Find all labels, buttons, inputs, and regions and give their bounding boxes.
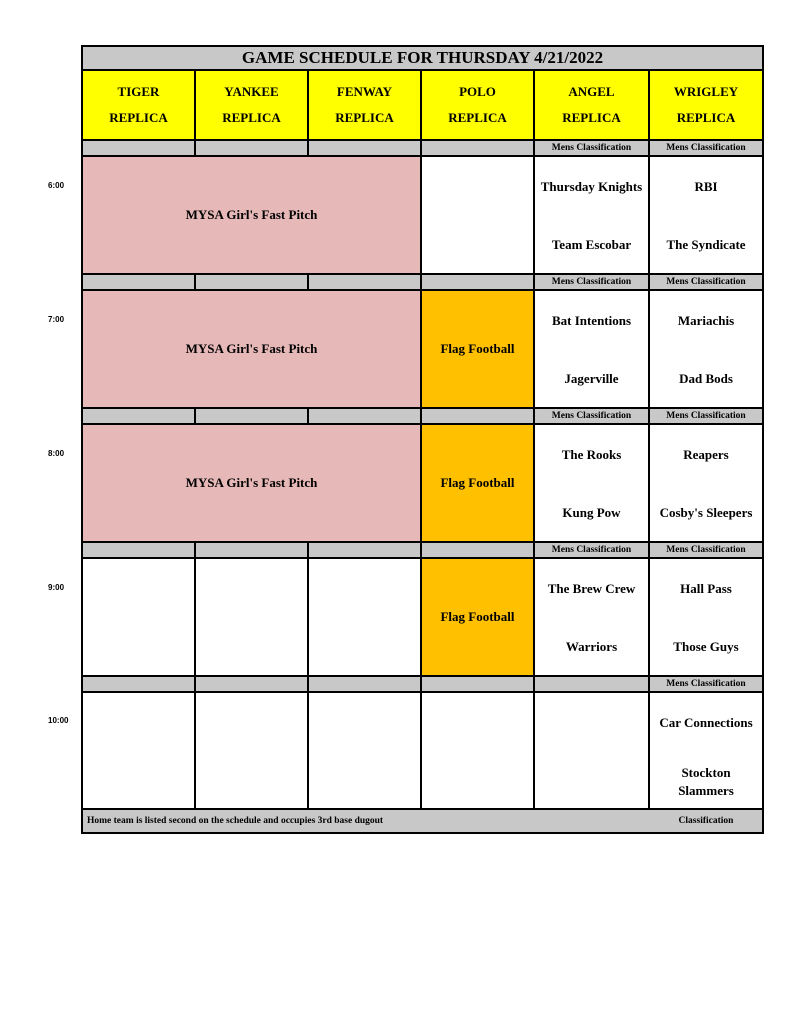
home-team: Stockton Slammers: [678, 765, 734, 798]
footer-bar: [83, 810, 762, 832]
classification-label: Mens Classification: [535, 141, 650, 157]
mysa-event-block: MYSA Girl's Fast Pitch: [83, 425, 422, 543]
separator-cell: [196, 141, 309, 157]
away-team: Reapers: [683, 447, 729, 462]
mysa-event-block: MYSA Girl's Fast Pitch: [83, 291, 422, 409]
field-sub: REPLICA: [676, 110, 736, 125]
separator-cell: [422, 677, 535, 693]
separator-cell: [422, 543, 535, 559]
flag-football-block: Flag Football: [422, 291, 535, 409]
separator-cell: [422, 409, 535, 425]
home-team: The Syndicate: [666, 237, 746, 252]
away-team: Bat Intentions: [551, 313, 632, 328]
field-name: TIGER: [117, 84, 160, 99]
field-header-yankee: [196, 71, 309, 141]
mysa-event-block: MYSA Girl's Fast Pitch: [83, 157, 422, 275]
classification-label: Mens Classification: [650, 543, 762, 559]
footer-note: Home team is listed second on the schedule and occupies 3rd base dugout: [87, 816, 384, 826]
empty-slot: [422, 157, 535, 275]
empty-slot: [83, 693, 196, 810]
classification-label: Mens Classification: [650, 275, 762, 291]
field-sub: REPLICA: [335, 110, 394, 125]
separator-cell: [535, 677, 650, 693]
classification-label: Mens Classification: [535, 409, 650, 425]
classification-label: Mens Classification: [650, 141, 762, 157]
separator-cell: [309, 409, 422, 425]
footer-classification: Classification: [678, 816, 734, 826]
empty-slot: [422, 693, 535, 810]
separator-cell: [83, 409, 196, 425]
time-label-6: 6:00: [48, 181, 65, 190]
away-team: Mariachis: [677, 313, 735, 328]
field-sub: REPLICA: [448, 110, 507, 125]
game-slot-angel-6: [535, 157, 650, 275]
separator-cell: [196, 543, 309, 559]
home-team: Cosby's Sleepers: [659, 505, 753, 520]
separator-cell: [196, 677, 309, 693]
away-team: Car Connections: [659, 715, 753, 730]
classification-label: Mens Classification: [535, 275, 650, 291]
field-header-angel: [535, 71, 650, 141]
field-sub: REPLICA: [222, 110, 281, 125]
separator-cell: [83, 543, 196, 559]
game-slot-wrigley-10: [650, 693, 762, 810]
away-team: Thursday Knights: [540, 179, 643, 194]
empty-slot: [83, 559, 196, 677]
home-team: Those Guys: [673, 639, 739, 654]
game-slot-wrigley-6: [650, 157, 762, 275]
field-sub: REPLICA: [562, 110, 621, 125]
empty-slot: [196, 693, 309, 810]
field-sub: REPLICA: [109, 110, 168, 125]
time-label-9: 9:00: [48, 583, 65, 592]
empty-slot: [196, 559, 309, 677]
separator-cell: [309, 275, 422, 291]
field-header-tiger: [83, 71, 196, 141]
separator-cell: [309, 141, 422, 157]
home-team: Warriors: [565, 639, 618, 654]
empty-slot: [309, 559, 422, 677]
separator-cell: [83, 141, 196, 157]
time-label-10: 10:00: [48, 716, 69, 725]
time-label-7: 7:00: [48, 315, 65, 324]
separator-cell: [83, 677, 196, 693]
separator-cell: [196, 409, 309, 425]
separator-cell: [309, 543, 422, 559]
field-header-polo: [422, 71, 535, 141]
away-team: Hall Pass: [680, 581, 732, 596]
away-team: RBI: [694, 179, 718, 194]
field-name: ANGEL: [568, 84, 615, 99]
game-slot-angel-9: [535, 559, 650, 677]
schedule-title: GAME SCHEDULE FOR THURSDAY 4/21/2022: [83, 47, 762, 71]
away-team: The Rooks: [561, 447, 622, 462]
schedule-table: [81, 45, 764, 834]
game-slot-angel-7: [535, 291, 650, 409]
flag-football-block: Flag Football: [422, 559, 535, 677]
flag-football-block: Flag Football: [422, 425, 535, 543]
separator-cell: [196, 275, 309, 291]
classification-label: Mens Classification: [535, 543, 650, 559]
separator-cell: [422, 275, 535, 291]
field-name: POLO: [459, 84, 496, 99]
classification-label: Mens Classification: [650, 677, 762, 693]
field-header-fenway: [309, 71, 422, 141]
game-slot-wrigley-9: [650, 559, 762, 677]
empty-slot: [309, 693, 422, 810]
game-slot-wrigley-7: [650, 291, 762, 409]
game-slot-angel-8: [535, 425, 650, 543]
field-name: FENWAY: [336, 84, 393, 99]
field-name: WRIGLEY: [673, 84, 739, 99]
field-header-wrigley: [650, 71, 762, 141]
home-team: Team Escobar: [551, 237, 632, 252]
game-slot-wrigley-8: [650, 425, 762, 543]
field-name: YANKEE: [224, 84, 279, 99]
home-team: Dad Bods: [679, 371, 733, 386]
away-team: The Brew Crew: [547, 581, 636, 596]
home-team: Jagerville: [564, 371, 619, 386]
classification-label: Mens Classification: [650, 409, 762, 425]
separator-cell: [422, 141, 535, 157]
empty-slot: [535, 693, 650, 810]
time-label-8: 8:00: [48, 449, 65, 458]
separator-cell: [83, 275, 196, 291]
home-team: Kung Pow: [562, 505, 621, 520]
separator-cell: [309, 677, 422, 693]
